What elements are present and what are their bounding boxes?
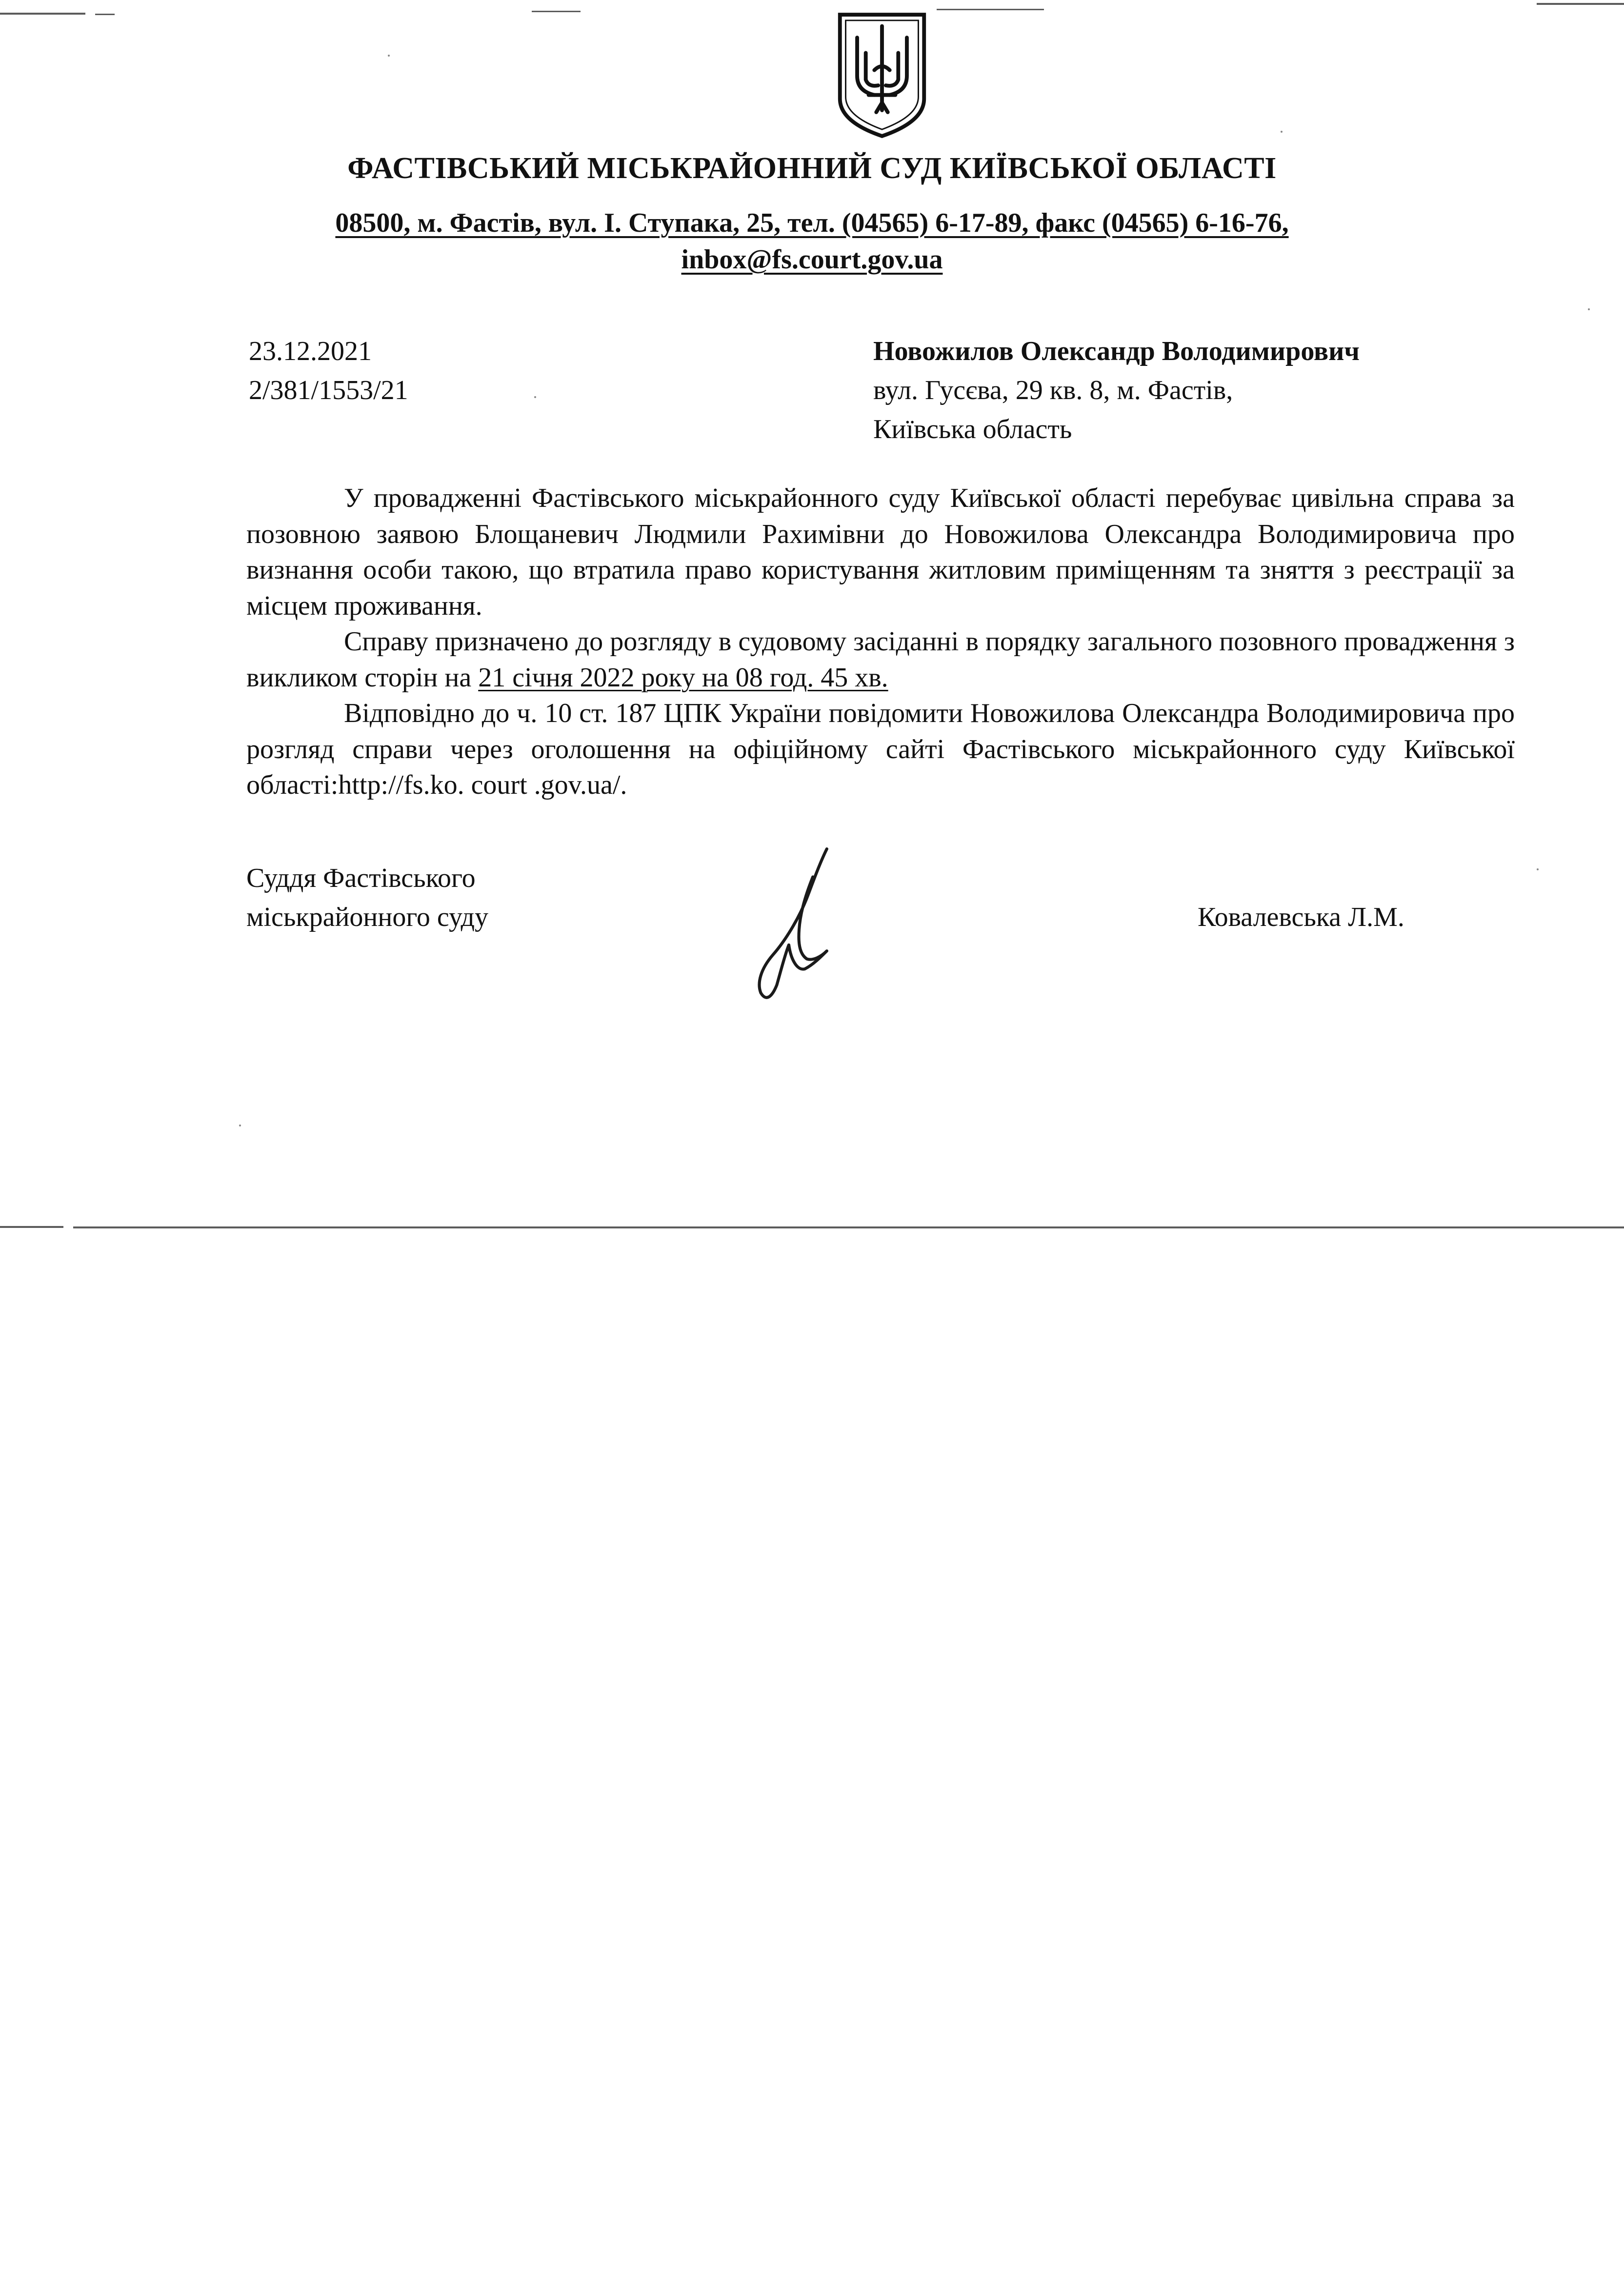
addressee-name: Новожилов Олександр Володимирович bbox=[873, 336, 1360, 366]
letter-meta bbox=[249, 332, 408, 410]
letter-date: 23.12.2021 bbox=[249, 336, 372, 366]
body-paragraph-notice: Відповідно до ч. 10 ст. 187 ЦПК України повідомити Новожилова Олександра Володимировича про розгляд справи через оголошення на офіційному сайті Фастівського міськрайонного суду Київської області:http://fs.ko. court .gov.ua/. bbox=[246, 698, 1515, 800]
judge-position-line-2: міськрайонного суду bbox=[246, 902, 489, 932]
scan-bottom-line bbox=[73, 1226, 1624, 1228]
scan-top-edge-line bbox=[532, 11, 581, 12]
addressee-address-line-2: Київська область bbox=[873, 414, 1072, 444]
addressee-address-line-1: вул. Гусєва, 29 кв. 8, м. Фастів, bbox=[873, 375, 1233, 405]
court-name-heading: ФАСТІВСЬКИЙ МІСЬКРАЙОННИЙ СУД КИЇВСЬКОЇ ОБЛАСТІ bbox=[347, 152, 1277, 185]
scan-top-edge-line bbox=[95, 14, 115, 15]
scan-bottom-left-line bbox=[0, 1226, 63, 1228]
hearing-text: Справу призначено до розгляду в судовому засіданні в порядку загального позовного провадження з викликом сторін на bbox=[246, 626, 1515, 693]
scan-speck bbox=[534, 396, 536, 398]
scan-speck bbox=[1588, 308, 1590, 310]
court-contacts bbox=[0, 205, 1624, 278]
hearing-datetime: 21 січня 2022 року на 08 год. 45 хв. bbox=[478, 662, 888, 693]
scan-top-edge-line bbox=[0, 13, 85, 15]
scan-speck bbox=[1281, 131, 1283, 133]
letter-body bbox=[246, 481, 1515, 804]
court-address-line: 08500, м. Фастів, вул. І. Ступака, 25, тел. (04565) 6-17-89, факс (04565) 6-16-76, bbox=[335, 208, 1289, 238]
addressee-block bbox=[873, 332, 1360, 449]
scan-speck bbox=[1537, 868, 1539, 870]
court-email-link[interactable]: inbox@fs.court.gov.ua bbox=[681, 244, 943, 275]
handwritten-signature-icon bbox=[749, 846, 849, 1007]
scan-top-edge-line bbox=[1537, 3, 1624, 5]
judge-position bbox=[246, 859, 488, 937]
scan-top-edge-line bbox=[937, 9, 1044, 10]
body-paragraph-hearing bbox=[246, 624, 1515, 696]
letter-reference-number: 2/381/1553/21 bbox=[249, 375, 408, 405]
scan-speck bbox=[388, 55, 390, 57]
body-paragraph-case: У провадженні Фастівського міськрайонного суду Київської області перебуває цивільна справа за позовною заявою Блощаневич Людмили Рахимівни до Новожилова Олександра Володимировича про визнання особи такою, що втратила право користування житловим приміщенням та зняття з реєстрації за місцем проживання. bbox=[246, 483, 1515, 621]
judge-name: Ковалевська Л.М. bbox=[1198, 902, 1404, 932]
judge-position-line-1: Суддя Фастівського bbox=[246, 863, 476, 893]
scan-speck bbox=[239, 1125, 241, 1126]
coat-of-arms-icon bbox=[834, 11, 930, 140]
